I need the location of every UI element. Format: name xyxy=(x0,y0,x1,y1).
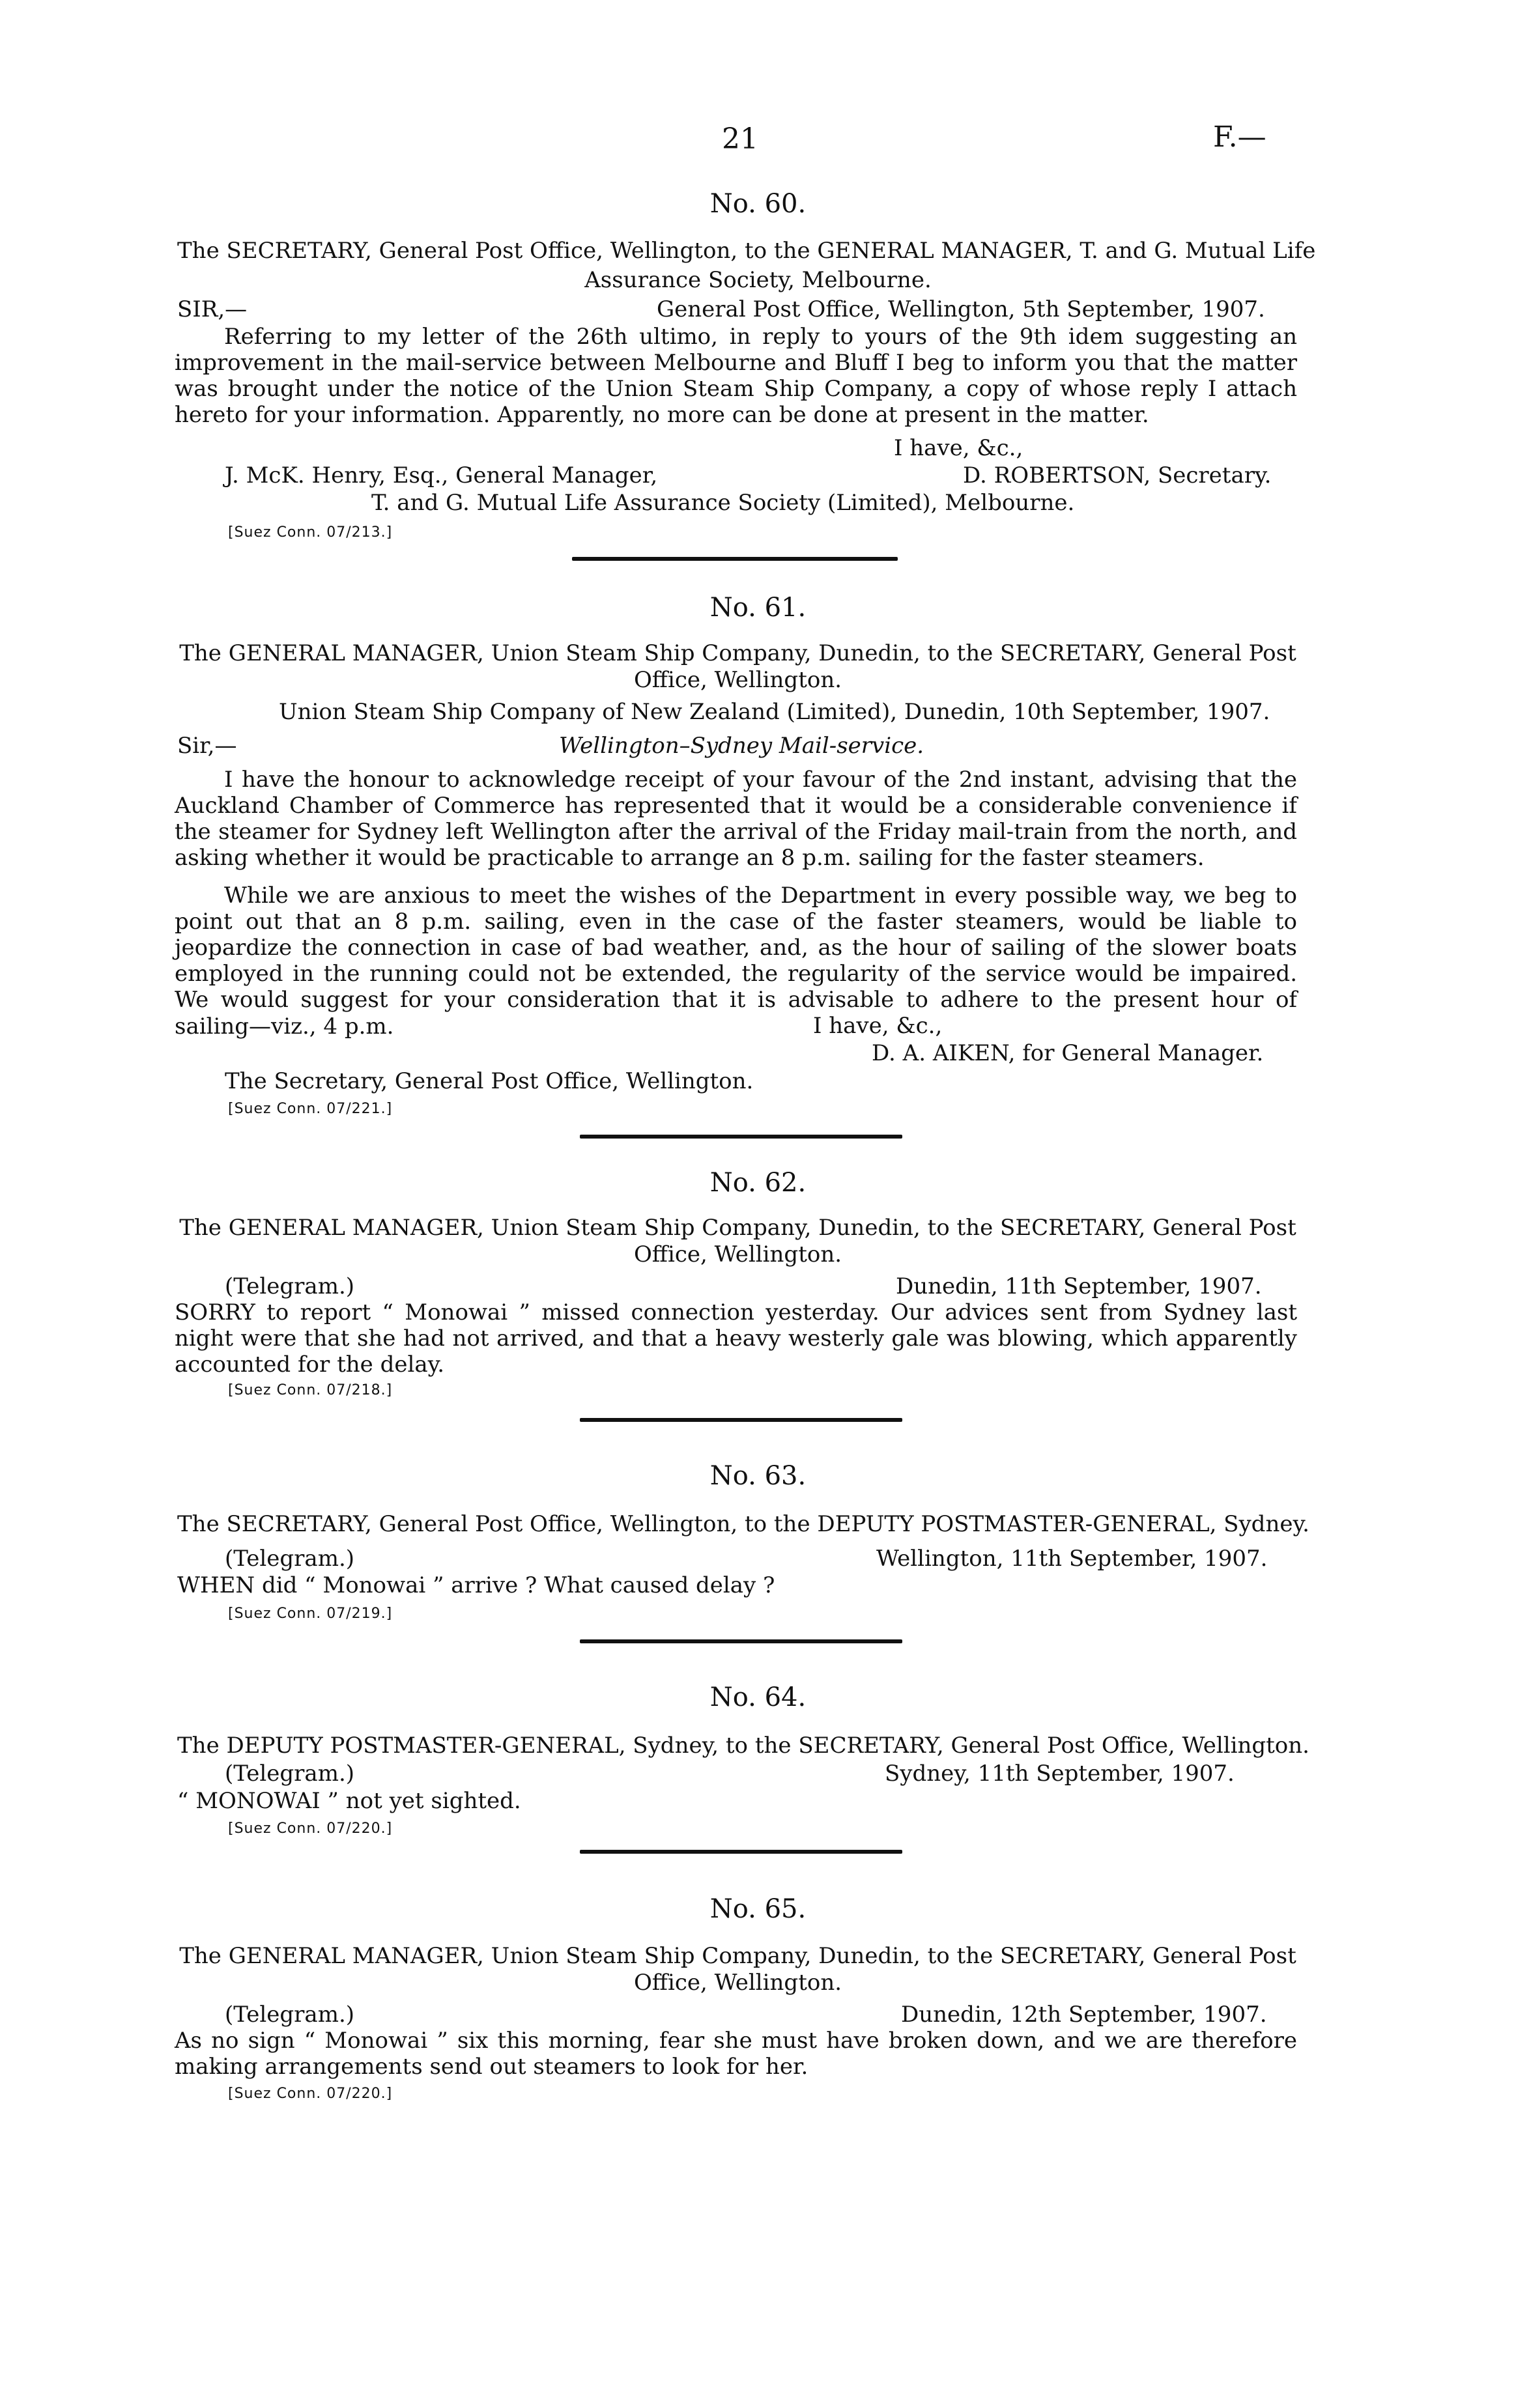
file-reference: [Suez Conn. 07/218.] xyxy=(228,1382,393,1398)
file-reference: [Suez Conn. 07/220.] xyxy=(228,2086,393,2102)
series-label: F.— xyxy=(1213,120,1266,154)
item-number: No. 63. xyxy=(709,1461,807,1491)
item-number: No. 64. xyxy=(709,1682,807,1712)
telegram-body: As no sign “ Monowai ” six this morning, fear she must have broken down, and we are therefore making arrangements send out steamers to look for her. xyxy=(175,2028,1297,2080)
salutation: Sir,— xyxy=(177,733,237,759)
item-address: The SECRETARY, General Post Office, Wellington, to the DEPUTY POSTMASTER-GENERAL, Sydney. xyxy=(177,1511,1309,1537)
place-date: Wellington, 11th September, 1907. xyxy=(876,1546,1268,1572)
place-date: Dunedin, 11th September, 1907. xyxy=(896,1273,1262,1299)
addressee: J. McK. Henry, Esq., General Manager, xyxy=(225,462,658,489)
item-number: No. 60. xyxy=(709,189,807,219)
place-date: Sydney, 11th September, 1907. xyxy=(885,1761,1235,1787)
addressee: The Secretary, General Post Office, Wellington. xyxy=(225,1068,754,1094)
section-divider xyxy=(572,557,898,561)
salutation: SIR,— xyxy=(177,296,248,322)
item-address: The GENERAL MANAGER, Union Steam Ship Company, Dunedin, to the SECRETARY, General Post Office, Wellington. xyxy=(179,640,1296,694)
addressee-organization: T. and G. Mutual Life Assurance Society (Limited), Melbourne. xyxy=(371,490,1075,516)
telegram-label: (Telegram.) xyxy=(225,2002,355,2028)
item-number: No. 65. xyxy=(709,1894,807,1924)
page-number: 21 xyxy=(722,122,758,156)
section-divider xyxy=(580,1639,902,1643)
place-date: Dunedin, 12th September, 1907. xyxy=(901,2002,1267,2028)
section-divider xyxy=(580,1850,902,1854)
item-address: The SECRETARY, General Post Office, Wellington, to the GENERAL MANAGER, T. and G. Mutual Life xyxy=(177,238,1316,264)
letter-subject: Wellington–Sydney Mail-service. xyxy=(559,733,924,759)
telegram-body: “ MONOWAI ” not yet sighted. xyxy=(177,1788,521,1814)
item-address-continued: Assurance Society, Melbourne. xyxy=(584,267,932,293)
section-divider xyxy=(580,1418,902,1422)
item-address: The GENERAL MANAGER, Union Steam Ship Company, Dunedin, to the SECRETARY, General Post Office, Wellington. xyxy=(179,1943,1296,1996)
item-number: No. 62. xyxy=(709,1168,807,1198)
item-address: The GENERAL MANAGER, Union Steam Ship Company, Dunedin, to the SECRETARY, General Post Office, Wellington. xyxy=(179,1215,1296,1268)
telegram-label: (Telegram.) xyxy=(225,1273,355,1299)
telegram-body: SORRY to report “ Monowai ” missed connection yesterday. Our advices sent from Sydney last night were that she had not arrived, and that a heavy westerly gale was blowing, which apparently accounted for the delay. xyxy=(175,1299,1297,1378)
file-reference: [Suez Conn. 07/220.] xyxy=(228,1820,393,1837)
telegram-label: (Telegram.) xyxy=(225,1546,355,1572)
file-reference: [Suez Conn. 07/219.] xyxy=(228,1606,393,1622)
letter-body: Referring to my letter of the 26th ultimo, in reply to yours of the 9th idem suggesting an improvement in the mail-service between Melbourne and Bluff I beg to inform you that the matter was brought under the notice of the Union Steam Ship Company, a copy of whose reply I attach hereto for your information. Apparently, no more can be done at present in the matter. xyxy=(175,324,1297,429)
signature: D. A. AIKEN, for General Manager. xyxy=(872,1040,1264,1066)
letter-paragraph: I have the honour to acknowledge receipt of your favour of the 2nd instant, advising that the Auckland Chamber of Commerce has represented that it would be a considerable convenience if the steamer for Sydney left Wellington after the arrival of the Friday mail-train from the north, and asking whether it would be practicable to arrange an 8 p.m. sailing for the faster steamers. xyxy=(175,767,1297,871)
item-address: The DEPUTY POSTMASTER-GENERAL, Sydney, to the SECRETARY, General Post Office, Wellington. xyxy=(177,1733,1309,1759)
place-date: General Post Office, Wellington, 5th September, 1907. xyxy=(657,296,1265,322)
closing: I have, &c., xyxy=(894,435,1023,461)
letter-paragraph: While we are anxious to meet the wishes of the Department in every possible way, we beg to point out that an 8 p.m. sailing, even in the case of the faster steamers, would be liable to jeopardize the connection in case of bad weather, and, as the hour of sailing of the slower boats employed in the running could not be extended, the regularity of the service would be impaired. We would suggest for your consideration that it is advisable to adhere to the present hour of sailing—viz., 4 p.m. xyxy=(175,883,1297,1040)
place-date: Union Steam Ship Company of New Zealand (Limited), Dunedin, 10th September, 1907. xyxy=(279,699,1270,725)
file-reference: [Suez Conn. 07/221.] xyxy=(228,1101,393,1117)
signature: D. ROBERTSON, Secretary. xyxy=(963,462,1272,489)
closing: I have, &c., xyxy=(813,1013,943,1039)
file-reference: [Suez Conn. 07/213.] xyxy=(228,524,393,541)
telegram-body: WHEN did “ Monowai ” arrive ? What caused delay ? xyxy=(177,1572,775,1598)
section-divider xyxy=(580,1135,902,1139)
item-number: No. 61. xyxy=(709,593,807,623)
telegram-label: (Telegram.) xyxy=(225,1761,355,1787)
